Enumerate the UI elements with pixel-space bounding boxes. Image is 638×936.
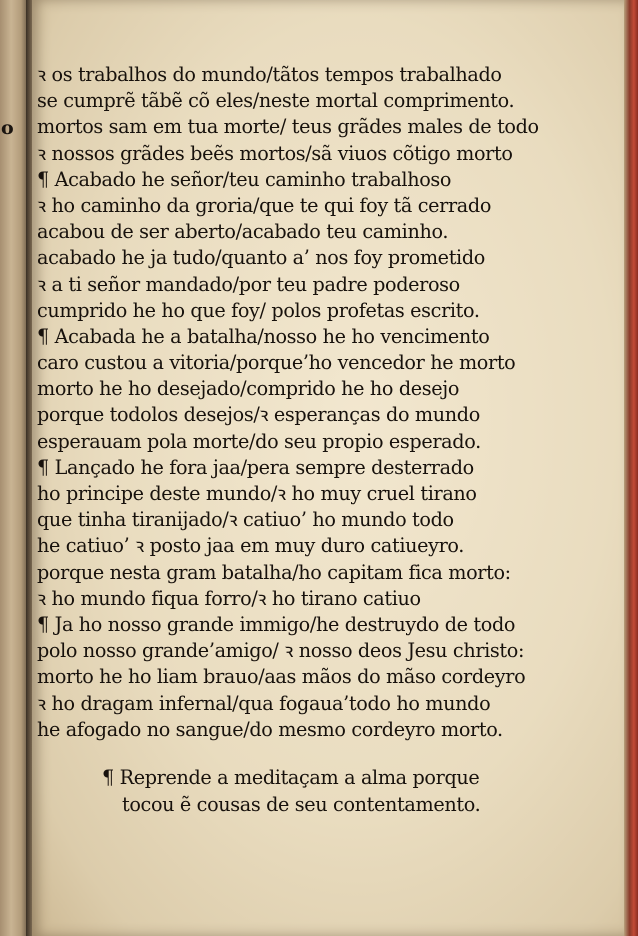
page-edge <box>624 0 638 936</box>
verse-line: ꝛ os trabalhos do mundo/tãtos tempos trabalhado <box>37 63 502 86</box>
verse-line: ho principe deste mundo/ꝛ ho muy cruel tirano <box>37 482 477 505</box>
verse-line: acabado he ja tudo/quanto a’ nos foy prometido <box>37 246 485 270</box>
facing-page-letter: o <box>1 117 14 139</box>
verse-line: acabou de ser aberto/acabado teu caminho. <box>37 220 449 244</box>
verse-line: ¶ Acabada he a batalha/nosso he ho vencimento <box>37 324 490 348</box>
verse-line: esperauam pola morte/do seu propio esperado. <box>37 429 481 453</box>
verse-line: porque todolos desejos/ꝛ esperanças do mundo <box>37 403 480 427</box>
verse-line: ¶ Ja ho nosso grande immigo/he destruydo de todo <box>37 612 516 636</box>
facing-page-edge <box>0 0 28 936</box>
verse-line: se cumprẽ tãbẽ cõ eles/neste mortal comprimento. <box>37 89 515 113</box>
verse-line: morto he ho liam brauo/aas mãos do mãso cordeyro <box>37 665 526 689</box>
verse-text <box>37 62 577 743</box>
verse-line: ꝛ nossos grãdes beẽs mortos/sã viuos cõtigo morto <box>37 141 513 165</box>
verse-line: ꝛ ho caminho da groria/que te qui foy tã cerrado <box>37 193 492 217</box>
rubric-line: tocou ẽ cousas de seu contentamento. <box>122 793 481 816</box>
verse-line: ꝛ a ti señor mandado/por teu padre poderoso <box>37 272 460 296</box>
verse-line: ꝛ ho mundo fiqua forro/ꝛ ho tirano catiuo <box>37 586 421 610</box>
verse-line: ¶ Lançado he fora jaa/pera sempre desterrado <box>37 455 474 479</box>
verse-line: polo nosso grande’amigo/ ꝛ nosso deos Jesu christo: <box>37 639 525 663</box>
verse-line: cumprido he ho que foy/ polos profetas escrito. <box>37 298 480 322</box>
verse-line: ¶ Acabado he señor/teu caminho trabalhoso <box>37 167 452 191</box>
verse-line: porque nesta gram batalha/ho capitam fica morto: <box>37 560 511 584</box>
rubric-line: ¶ Reprende a meditaçam a alma porque <box>102 766 480 789</box>
verse-line: he afogado no sangue/do mesmo cordeyro morto. <box>37 717 503 741</box>
verse-line: he catiuo’ ꝛ posto jaa em muy duro catiueyro. <box>37 534 465 558</box>
rubric-heading <box>102 764 582 818</box>
verse-line: mortos sam em tua morte/ teus grãdes males de todo <box>37 115 539 139</box>
verse-line: caro custou a vitoria/porque’ho vencedor he morto <box>37 351 516 375</box>
verse-line: ꝛ ho dragam infernal/qua fogaua’todo ho mundo <box>37 691 491 715</box>
verse-line: que tinha tiranijado/ꝛ catiuo’ ho mundo todo <box>37 508 454 532</box>
verse-line: morto he ho desejado/comprido he ho desejo <box>37 377 460 401</box>
